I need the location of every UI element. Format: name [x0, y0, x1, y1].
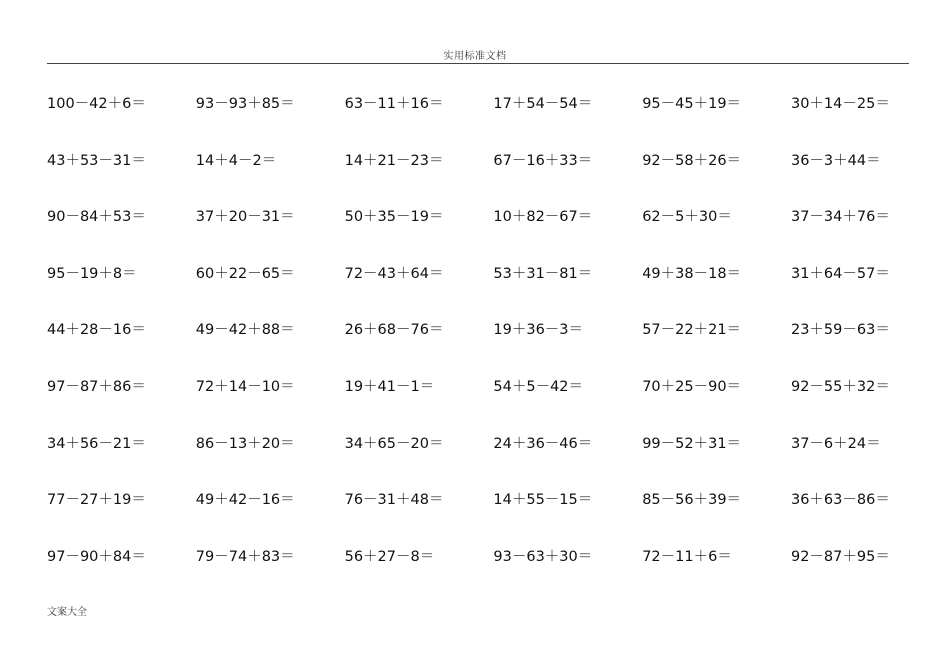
problem-item: 54＋5－42＝ — [493, 378, 584, 395]
problem-item: 37－34＋76＝ — [790, 209, 890, 226]
problem-item: 34＋65－20＝ — [344, 435, 444, 452]
problem-item: 86－13＋20＝ — [195, 435, 295, 452]
problem-item: 53＋31－81＝ — [493, 265, 593, 282]
problem-item: 63－11＋16＝ — [344, 96, 444, 112]
problem-item: 72－11＋6＝ — [642, 548, 732, 565]
problem-item: 19＋36－3＝ — [493, 322, 584, 339]
problem-item: 19＋41－1＝ — [344, 378, 435, 395]
problem-item: 95－19＋8＝ — [47, 265, 137, 282]
problem-item: 92－87＋95＝ — [790, 548, 890, 565]
problem-item: 14＋21－23＝ — [344, 152, 444, 169]
problem-item: 93－93＋85＝ — [195, 96, 295, 112]
problem-item: 95－45＋19＝ — [642, 96, 742, 112]
problem-item: 72－43＋64＝ — [344, 265, 444, 282]
problem-item: 14＋4－2＝ — [195, 152, 277, 169]
header-title: 实用标准文档 — [443, 51, 507, 62]
problem-item: 85－56＋39＝ — [642, 492, 742, 509]
problem-item: 36－3＋44＝ — [790, 152, 881, 169]
problem-item: 10＋82－67＝ — [493, 209, 593, 226]
problem-item: 49－42＋88＝ — [195, 322, 295, 339]
problem-item: 62－5＋30＝ — [642, 209, 732, 226]
problem-item: 90－84＋53＝ — [47, 209, 146, 226]
problem-item: 49＋42－16＝ — [195, 492, 295, 509]
problem-item: 49＋38－18＝ — [642, 265, 742, 282]
arithmetic-problem-grid — [47, 93, 927, 602]
problem-item: 97－90＋84＝ — [47, 548, 146, 565]
problem-item: 92－58＋26＝ — [642, 152, 742, 169]
problem-item: 43＋53－31＝ — [47, 152, 146, 169]
problem-item: 77－27＋19＝ — [47, 492, 146, 509]
problem-item: 99－52＋31＝ — [642, 435, 742, 452]
problem-item: 76－31＋48＝ — [344, 492, 444, 509]
problem-item: 44＋28－16＝ — [47, 322, 146, 339]
problem-item: 31＋64－57＝ — [790, 265, 890, 282]
problem-item: 26＋68－76＝ — [344, 322, 444, 339]
problem-item: 70＋25－90＝ — [642, 378, 742, 395]
problem-item: 100－42＋6＝ — [47, 96, 146, 112]
problem-item: 34＋56－21＝ — [47, 435, 146, 452]
problem-item: 67－16＋33＝ — [493, 152, 593, 169]
footer-text: 文案大全 — [47, 607, 87, 618]
problem-item: 93－63＋30＝ — [493, 548, 593, 565]
problem-item: 60＋22－65＝ — [195, 265, 295, 282]
problem-item: 50＋35－19＝ — [344, 209, 444, 226]
header-divider — [47, 63, 909, 64]
problem-item: 23＋59－63＝ — [790, 322, 890, 339]
problem-item: 37＋20－31＝ — [195, 209, 295, 226]
problem-item: 72＋14－10＝ — [195, 378, 295, 395]
problem-item: 97－87＋86＝ — [47, 378, 146, 395]
problem-item: 14＋55－15＝ — [493, 492, 593, 509]
problem-item: 24＋36－46＝ — [493, 435, 593, 452]
problem-item: 79－74＋83＝ — [195, 548, 295, 565]
problem-item: 56＋27－8＝ — [344, 548, 435, 565]
problem-item: 57－22＋21＝ — [642, 322, 742, 339]
problem-item: 36＋63－86＝ — [790, 492, 890, 509]
problem-item: 92－55＋32＝ — [790, 378, 890, 395]
problem-item: 17＋54－54＝ — [493, 96, 593, 112]
problem-item: 30＋14－25＝ — [790, 96, 890, 112]
problem-item: 37－6＋24＝ — [790, 435, 881, 452]
